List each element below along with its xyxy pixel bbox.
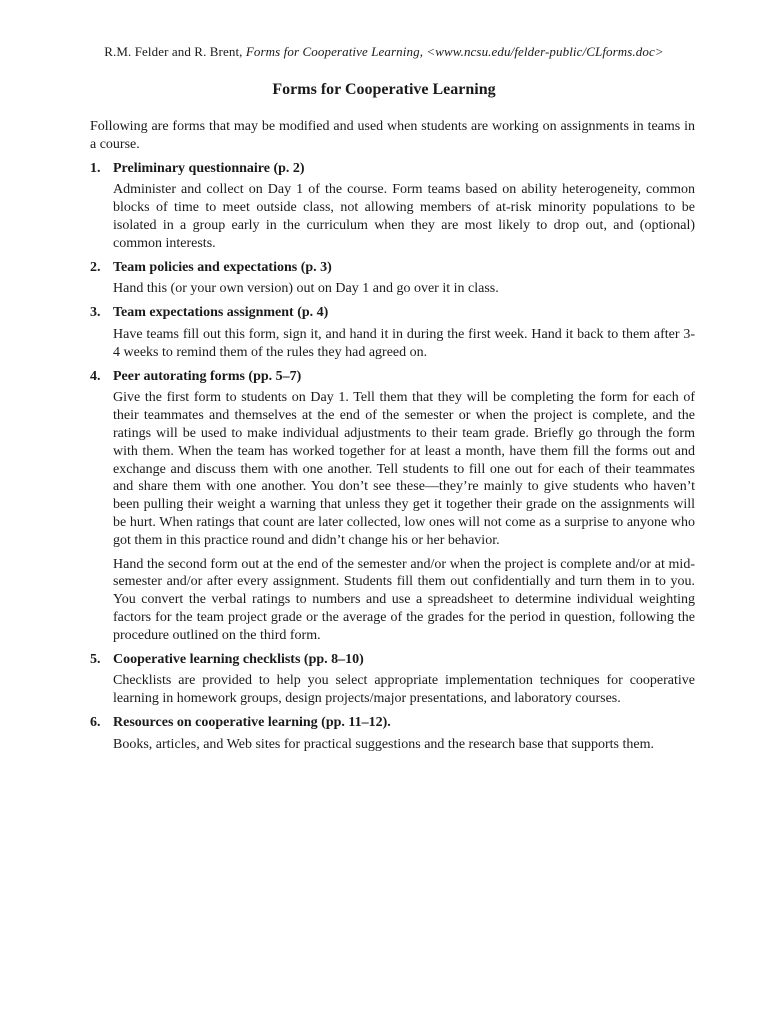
numbered-list <box>90 160 695 754</box>
list-item-heading <box>90 714 695 732</box>
page-title: Forms for Cooperative Learning <box>272 81 496 98</box>
list-item-number: 4. <box>90 368 101 384</box>
list-item-number: 3. <box>90 305 101 321</box>
list-item-title: Resources on cooperative learning (pp. 11–12). <box>113 714 391 730</box>
list-item <box>90 714 695 754</box>
list-item-number: 2. <box>90 259 101 275</box>
running-header <box>0 44 768 60</box>
list-item-paragraph: Administer and collect on Day 1 of the course. Form teams based on ability heterogeneity, common blocks of time to meet outside class, not allowing members of at-risk minority populations to be isolated in a group early in the curriculum when they are most likely to drop out, and (optional) common interests. <box>113 182 695 251</box>
list-item-heading <box>90 368 695 386</box>
list-item <box>90 651 695 708</box>
list-item-number: 5. <box>90 651 101 667</box>
header-url: , <www.ncsu.edu/felder-public/CLforms.doc> <box>419 44 664 59</box>
document-body <box>90 118 695 760</box>
header-doc-title: Forms for Cooperative Learning <box>245 44 420 59</box>
list-item <box>90 368 695 645</box>
list-item-number: 1. <box>90 160 101 176</box>
list-item <box>90 160 695 253</box>
list-item-number: 6. <box>90 714 101 730</box>
list-item-heading <box>90 304 695 322</box>
list-item-paragraph: Have teams fill out this form, sign it, and hand it in during the first week. Hand it back to them after 3-4 weeks to remind them of the rules they had agreed on. <box>113 326 695 360</box>
list-item-title: Team policies and expectations (p. 3) <box>113 259 332 275</box>
list-item-heading <box>90 160 695 178</box>
list-item-heading <box>90 651 695 669</box>
list-item-title: Team expectations assignment (p. 4) <box>113 305 329 321</box>
list-item-title: Cooperative learning checklists (pp. 8–10) <box>113 651 364 667</box>
list-item-paragraph: Books, articles, and Web sites for practical suggestions and the research base that supports them. <box>113 736 654 752</box>
list-item-paragraph: Hand the second form out at the end of the semester and/or when the project is complete and/or at mid-semester and/or after every assignment. Students fill them out confidentially and turn them in to you. You convert the verbal ratings to numbers and use a spreadsheet to determine individual weighting factors for the team project grade or the average of the grades for the period in question, following the procedure outlined on the third form. <box>113 556 695 643</box>
list-item-title: Peer autorating forms (pp. 5–7) <box>113 368 302 384</box>
list-item-paragraph: Give the first form to students on Day 1. Tell them that they will be completing the form for each of their teammates and themselves at the end of the semester or when the project is complete, and the ratings will be used to make individual adjustments to their team grade. Briefly go through the form with them. When the team has worked together for at least a month, have them fill the forms out and exchange and discuss them with one another. Tell students to fill one out for each of their teammates and share them with one another. You don’t see these—they’re mainly to give students who haven’t been pulling their weight a warning that unless they get it together their grade on the assignments will be hurt. When ratings that count are later collected, low ones will not come as a surprise to anyone who got them in this practice round and didn’t change his or her behavior. <box>113 390 695 548</box>
header-authors: R.M. Felder and R. Brent, <box>104 44 246 59</box>
list-item-heading <box>90 259 695 277</box>
list-item <box>90 304 695 361</box>
list-item-paragraph: Hand this (or your own version) out on Day 1 and go over it in class. <box>113 281 499 297</box>
intro-paragraph: Following are forms that may be modified and used when students are working on assignments in teams in a course. <box>90 119 695 152</box>
list-item-paragraph: Checklists are provided to help you select appropriate implementation techniques for cooperative learning in homework groups, design projects/major presentations, and laboratory courses. <box>113 673 695 707</box>
list-item-title: Preliminary questionnaire (p. 2) <box>113 160 305 176</box>
list-item <box>90 259 695 299</box>
